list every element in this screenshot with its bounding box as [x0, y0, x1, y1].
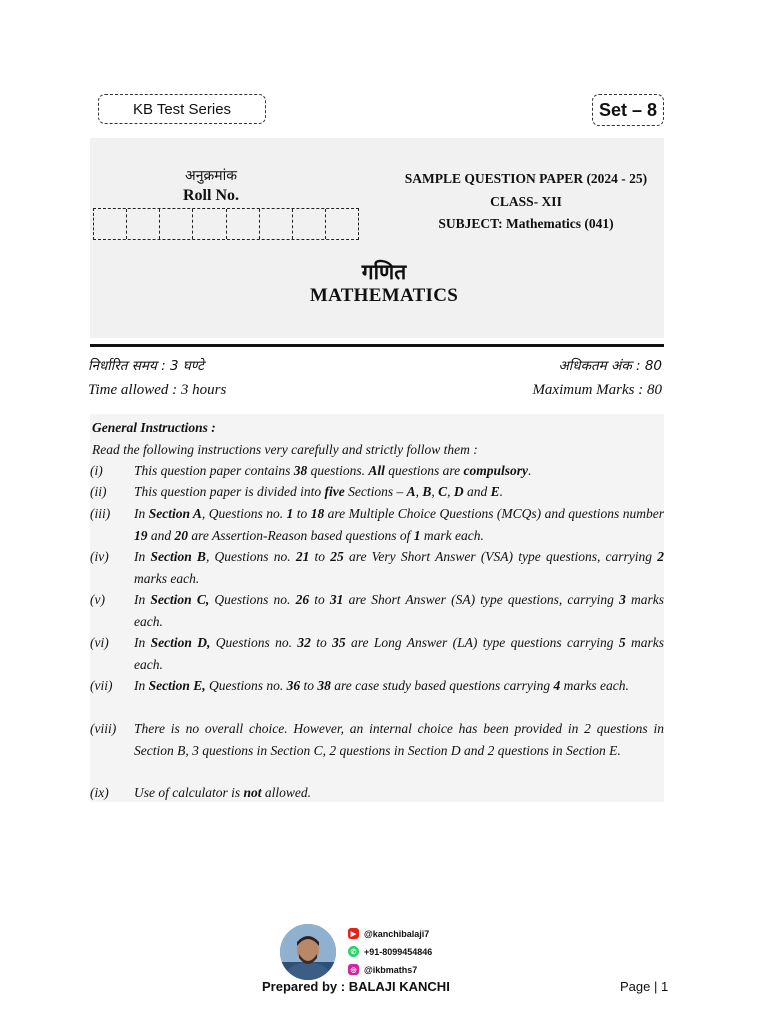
roll-number-box: [94, 209, 127, 239]
author-photo-image: [280, 924, 336, 980]
youtube-handle: @kanchibalaji7: [364, 928, 430, 939]
instruction-number: (ii): [90, 484, 107, 499]
roll-number-box: [227, 209, 260, 239]
instruction-text: This question paper contains 38 questions. All questions are compulsory.: [134, 463, 532, 478]
instruction-item: [90, 546, 664, 589]
instruction-number: (v): [90, 592, 105, 607]
instruction-number: (viii): [90, 721, 117, 736]
page-number: Page | 1: [620, 979, 669, 994]
roll-number-label: Roll No.: [183, 187, 239, 204]
instagram-icon: ◎: [348, 964, 359, 975]
max-marks: Maximum Marks : 80: [532, 382, 662, 398]
subject-title-hindi: गणित: [361, 260, 407, 284]
instruction-item: [90, 718, 664, 761]
class-label: CLASS- XII: [490, 194, 562, 209]
instruction-item: [90, 460, 664, 482]
instruction-text: Use of calculator is not allowed.: [134, 785, 312, 800]
whatsapp-number: +91-8099454846: [364, 946, 433, 957]
instagram-handle: @ikbmaths7: [364, 964, 418, 975]
max-marks-hindi: अधिकतम अंक : 80: [558, 358, 662, 374]
instruction-text: In Section D, Questions no. 32 to 35 are Long Answer (LA) type questions carrying 5 marks each.: [134, 635, 664, 672]
subject-label: SUBJECT:: [438, 216, 503, 231]
instruction-item: [90, 589, 664, 632]
roll-number-box: [127, 209, 160, 239]
set-number-badge: Set – 8: [592, 94, 664, 126]
roll-number-box: [260, 209, 293, 239]
test-series-badge: KB Test Series: [98, 94, 266, 124]
instruction-item: [90, 503, 664, 546]
whatsapp-contact: [348, 946, 432, 957]
general-instructions-intro: Read the following instructions very carefully and strictly follow them :: [92, 442, 478, 457]
youtube-icon: ▶: [348, 928, 359, 939]
instruction-item: [90, 632, 664, 675]
instruction-text: There is no overall choice. However, an internal choice has been provided in 2 questions in Section B, 3 questions in Section C, 2 questions in Section D and 2 questions in Section E.: [134, 721, 664, 758]
instruction-text: This question paper is divided into five Sections – A, B, C, D and E.: [134, 484, 504, 499]
instruction-number: (i): [90, 463, 103, 478]
subject-line: [376, 216, 676, 232]
roll-number-box: [293, 209, 326, 239]
whatsapp-icon: ✆: [348, 946, 359, 957]
instruction-number: (vi): [90, 635, 109, 650]
subject-title: MATHEMATICS: [309, 285, 459, 306]
paper-title: SAMPLE QUESTION PAPER (2024 - 25): [404, 171, 648, 186]
instruction-number: (iii): [90, 506, 111, 521]
roll-number-hindi-label: अनुक्रमांक: [185, 168, 237, 184]
instruction-item: [90, 782, 664, 804]
instruction-text: In Section E, Questions no. 36 to 38 are case study based questions carrying 4 marks each.: [134, 678, 629, 693]
header-divider: [90, 344, 664, 347]
general-instructions-title: General Instructions :: [92, 420, 216, 435]
roll-number-box: [326, 209, 358, 239]
instruction-number: (iv): [90, 549, 109, 564]
youtube-contact: [348, 928, 429, 939]
time-allowed-hindi: निर्धारित समय : 3 घण्टे: [88, 358, 204, 374]
instruction-text: In Section B, Questions no. 21 to 25 are Very Short Answer (VSA) type questions, carrying 2 marks each.: [134, 549, 664, 586]
instruction-text: In Section C, Questions no. 26 to 31 are Short Answer (SA) type questions, carrying 3 marks each.: [134, 592, 664, 629]
instruction-text: In Section A, Questions no. 1 to 18 are Multiple Choice Questions (MCQs) and questions number 19 and 20 are Assertion-Reason based questions of 1 mark each.: [134, 506, 665, 543]
time-allowed: Time allowed : 3 hours: [88, 382, 227, 398]
instruction-number: (ix): [90, 785, 109, 800]
roll-number-boxes: [93, 208, 359, 240]
roll-number-box: [160, 209, 193, 239]
author-photo: [280, 924, 336, 980]
instagram-contact: [348, 964, 417, 975]
roll-number-box: [193, 209, 226, 239]
subject-value: Mathematics (041): [506, 216, 614, 231]
instruction-item: [90, 675, 664, 697]
instruction-number: (vii): [90, 678, 113, 693]
instruction-item: [90, 481, 664, 503]
prepared-by: Prepared by : BALAJI KANCHI: [262, 979, 450, 994]
